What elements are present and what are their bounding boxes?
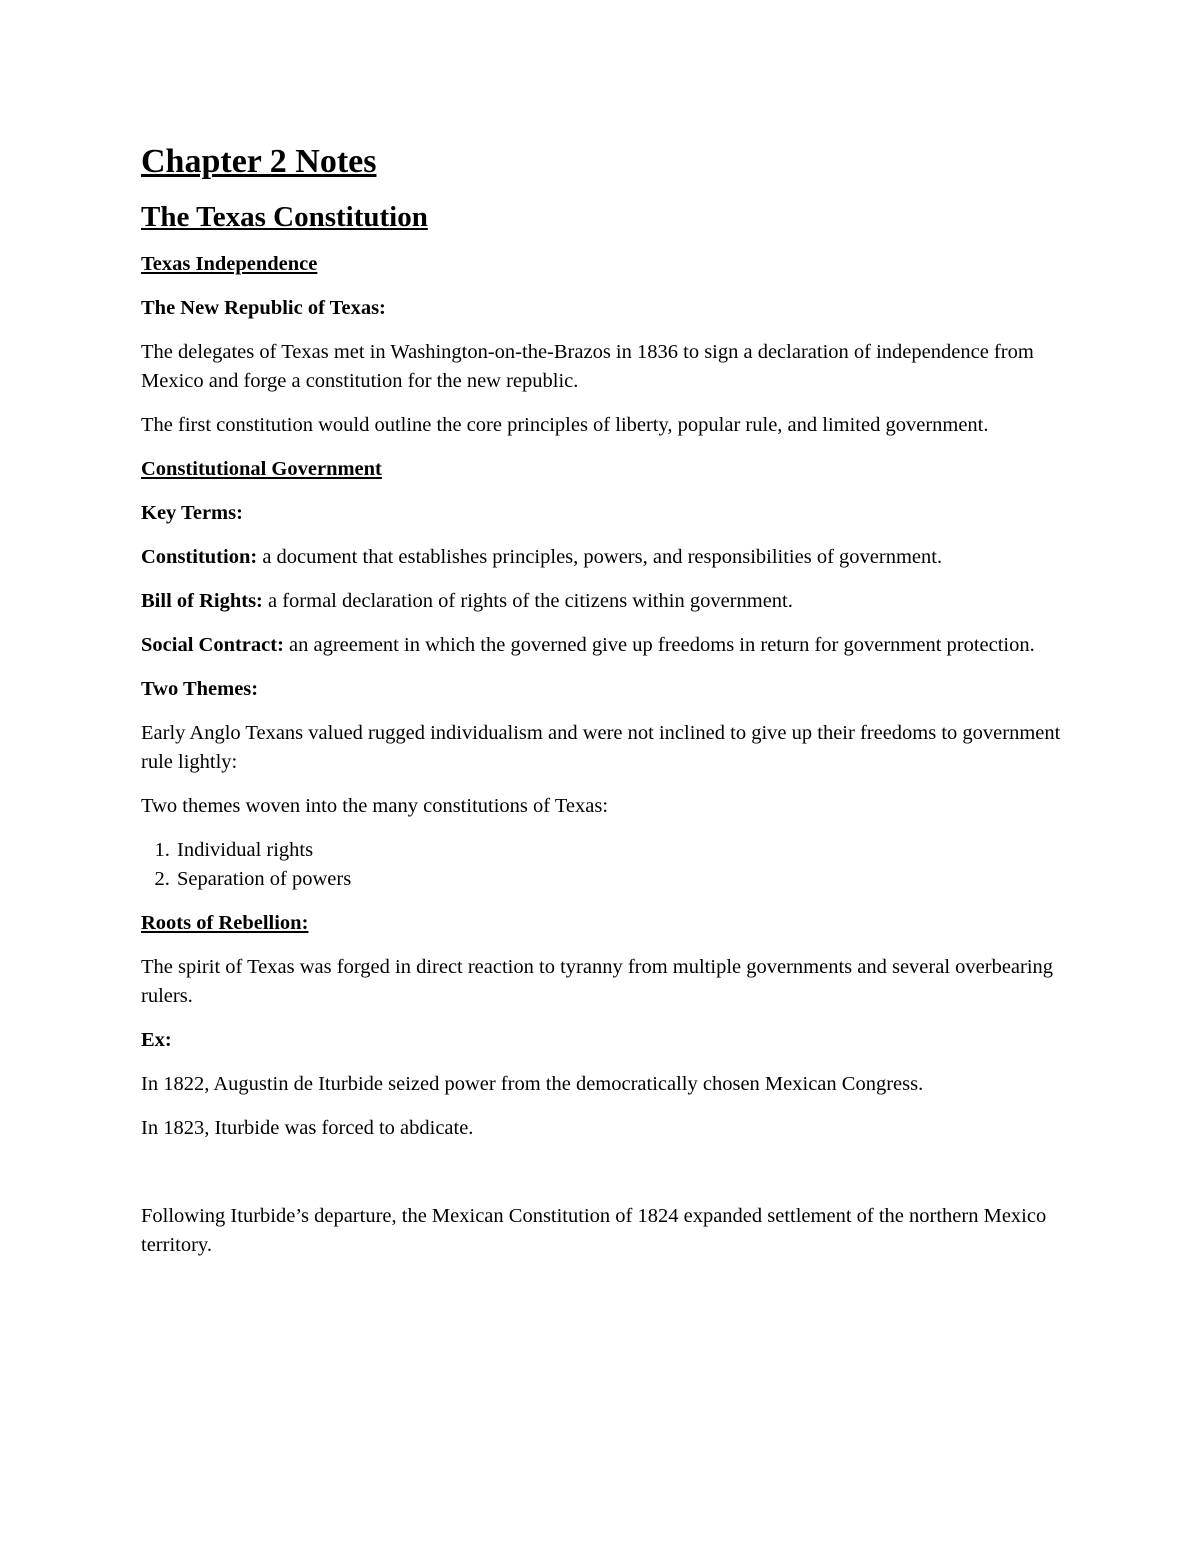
term-definition: a formal declaration of rights of the citizens within government. <box>262 590 793 612</box>
paragraph-first-constitution: The first constitution would outline the core principles of liberty, popular rule, and limited government. <box>141 414 989 436</box>
paragraph-following-iturbide: Following Iturbide’s departure, the Mexican Constitution of 1824 expanded settlement of the northern Mexico territory. <box>141 1205 1047 1256</box>
term-bill-of-rights <box>141 587 1071 616</box>
term-definition: an agreement in which the governed give up freedoms in return for government protection. <box>283 634 1035 656</box>
key-terms-label: Key Terms: <box>141 502 243 524</box>
two-themes-label: Two Themes: <box>141 678 259 700</box>
paragraph-1822: In 1822, Augustin de Iturbide seized power from the democratically chosen Mexican Congress. <box>141 1073 924 1095</box>
term-definition: a document that establishes principles, powers, and responsibilities of government. <box>257 546 943 568</box>
list-item: 2. Separation of powers <box>175 865 1071 894</box>
page-subtitle: The Texas Constitution <box>141 201 428 233</box>
section-heading-roots-of-rebellion: Roots of Rebellion: <box>141 912 309 934</box>
subheading-new-republic: The New Republic of Texas: <box>141 297 386 319</box>
list-item: 1. Individual rights <box>175 836 1071 865</box>
section-heading-constitutional-government: Constitutional Government <box>141 458 382 480</box>
paragraph-anglo-texans: Early Anglo Texans valued rugged individualism and were not inclined to give up their freedoms to government rule lightly: <box>141 722 1061 773</box>
paragraph-spirit-of-texas: The spirit of Texas was forged in direct reaction to tyranny from multiple governments and several overbearing rulers. <box>141 956 1054 1007</box>
term-name: Constitution: <box>141 546 258 568</box>
paragraph-delegates: The delegates of Texas met in Washington-on-the-Brazos in 1836 to sign a declaration of independence from Mexico and forge a constitution for the new republic. <box>141 341 1034 392</box>
document-page <box>141 140 1071 1275</box>
section-heading-texas-independence: Texas Independence <box>141 253 318 275</box>
paragraph-1823: In 1823, Iturbide was forced to abdicate. <box>141 1117 474 1139</box>
term-name: Social Contract: <box>141 634 284 656</box>
blank-line <box>141 1158 1071 1202</box>
paragraph-two-themes: Two themes woven into the many constitutions of Texas: <box>141 795 609 817</box>
ex-label: Ex: <box>141 1029 172 1051</box>
themes-list <box>141 836 1071 894</box>
term-constitution <box>141 543 1071 572</box>
term-name: Bill of Rights: <box>141 590 263 612</box>
term-social-contract <box>141 631 1071 660</box>
page-title: Chapter 2 Notes <box>141 143 377 180</box>
